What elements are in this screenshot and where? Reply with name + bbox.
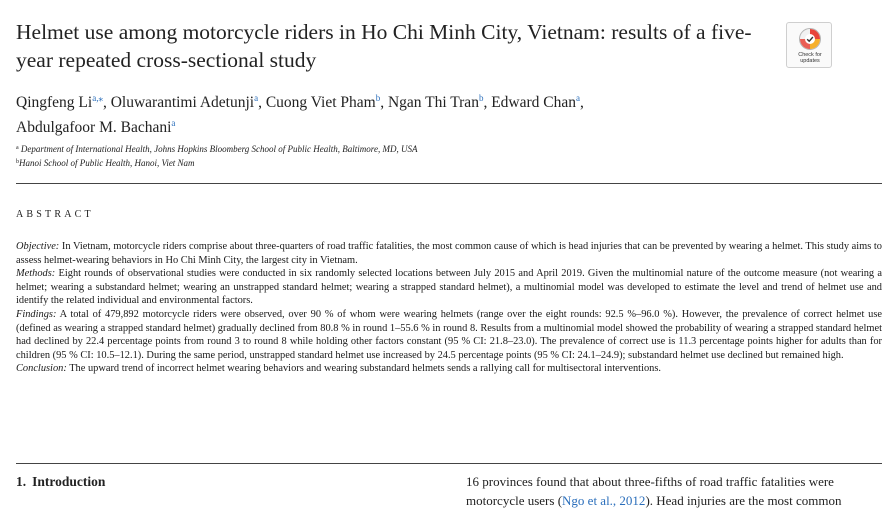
abstract-heading: ABSTRACT bbox=[16, 209, 94, 220]
abstract-objective: Objective: In Vietnam, motorcycle riders comprise about three-quarters of road traffic fatalities, the most common cause of which is head injuries that can be prevented by wearing a helmet. This study aims to assess helmet-wearing behaviors in Ho Chi Minh City, the largest city in Vietnam. bbox=[16, 241, 882, 266]
badge-label-line1: Check for bbox=[798, 52, 822, 58]
author[interactable]: Cuong Viet Pham$^b$ bbox=[265, 93, 381, 111]
author-affil-ref[interactable]: a bbox=[576, 93, 580, 103]
intro-right-column bbox=[466, 472, 882, 510]
badge-label-line2: updates bbox=[800, 58, 820, 64]
author-affil-ref[interactable]: a,⁎ bbox=[92, 93, 103, 103]
badge-label bbox=[787, 52, 833, 64]
abstract-section-label: Methods: bbox=[16, 268, 56, 280]
author[interactable]: Qingfeng $Li^{a,⁎}$ bbox=[16, 93, 103, 111]
section-heading-introduction bbox=[16, 474, 105, 490]
affiliation-item: $^a$ Department of International Health, Johns Hopkins Bloomberg School of Public Health, Baltimore, MD, USA bbox=[16, 144, 418, 154]
section-title: Introduction bbox=[32, 474, 106, 489]
abstract-methods: Methods: Eight rounds of observational studies were conducted in six randomly selected locations between July 2015 and April 2019. Given the multinomial nature of the outcome measure (not wearing a helmet; wearing a substandard helmet; wearing an unstrapped standard helmet; wearing a strapped standard helmet), a multinomial model was developed to estimate the level and trend of helmet use and identify the related individual and environmental factors. bbox=[16, 268, 882, 307]
section-number: 1. bbox=[16, 474, 27, 489]
abstract-conclusion: Conclusion: The upward trend of incorrect helmet wearing behaviors and wearing substandard helmets sends a rallying call for multisectoral interventions. bbox=[16, 363, 661, 375]
author[interactable]: Oluwarantimi Adetunji$^a$ bbox=[110, 93, 259, 111]
abstract-section-label: Conclusion: bbox=[16, 363, 67, 375]
header-divider bbox=[16, 183, 882, 184]
abstract-section-label: Objective: bbox=[16, 241, 60, 252]
check-for-updates-badge[interactable] bbox=[786, 22, 832, 68]
author-list: Qingfeng $Li^{a,⁎}$, Oluwarantimi Adetunji$^a$, Cuong Viet Pham$^b$, Ngan Thi Tran$^b$, Edward Chan$^a$, Abdulgafoor M. Bachani$^a$ bbox=[16, 93, 584, 136]
affiliations bbox=[16, 142, 776, 170]
author[interactable]: Edward Chan$^a$ bbox=[491, 93, 580, 111]
body-text-line: 16 provinces found that about three-fifths of road traffic fatalities were bbox=[466, 474, 834, 489]
author[interactable]: Abdulgafoor M. Bachani$^a$ bbox=[16, 118, 176, 136]
author-affil-ref[interactable]: a bbox=[171, 118, 176, 128]
author-affil-ref[interactable]: b bbox=[375, 93, 381, 103]
abstract-section-label: Findings: bbox=[16, 308, 57, 320]
author[interactable]: Ngan Thi Tran$^b$ bbox=[387, 93, 484, 111]
citation-link[interactable]: Ngo et al., 2012 bbox=[562, 493, 646, 508]
author-affil-ref[interactable]: b bbox=[478, 93, 484, 103]
author-affil-ref[interactable]: a bbox=[254, 93, 259, 103]
body-text-line: motorcycle users (Ngo et al., 2012). Head injuries are the most common bbox=[466, 493, 842, 508]
check-for-updates-icon bbox=[798, 27, 822, 51]
article-title: Helmet use among motorcycle riders in Ho Chi Minh City, Vietnam: results of a five-year repeated cross-sectional study bbox=[16, 20, 752, 72]
abstract-body bbox=[16, 240, 882, 376]
abstract-divider bbox=[16, 463, 882, 464]
abstract-findings: Findings: A total of 479,892 motorcycle riders were observed, over 90 % of whom were wearing helmets (range over the eight rounds: 92.5 %–96.0 %). However, the prevalence of correct helmet use (defined as wearing a strapped standard helmet) gradually declined from 80.8 % in round 1–55.6 % in round 8. Results from a multinomial model showed the probability of wearing a strapped standard helmet had declined by 22.4 percentage points from round 3 to round 8 while holding other factors constant (95 % CI: 21.8–23.0). The prevalence of correct use is 11.3 percentage points higher for adults than for children (95 % CI: 10.5–12.1). During the same period, unstrapped standard helmet use increased by 24.5 percentage points (95 % CI: 24.1–24.9); substandard helmet use declined but remained high. bbox=[16, 308, 882, 361]
affiliation-item: $^b$Hanoi School of Public Health, Hanoi, Viet Nam bbox=[16, 158, 195, 168]
